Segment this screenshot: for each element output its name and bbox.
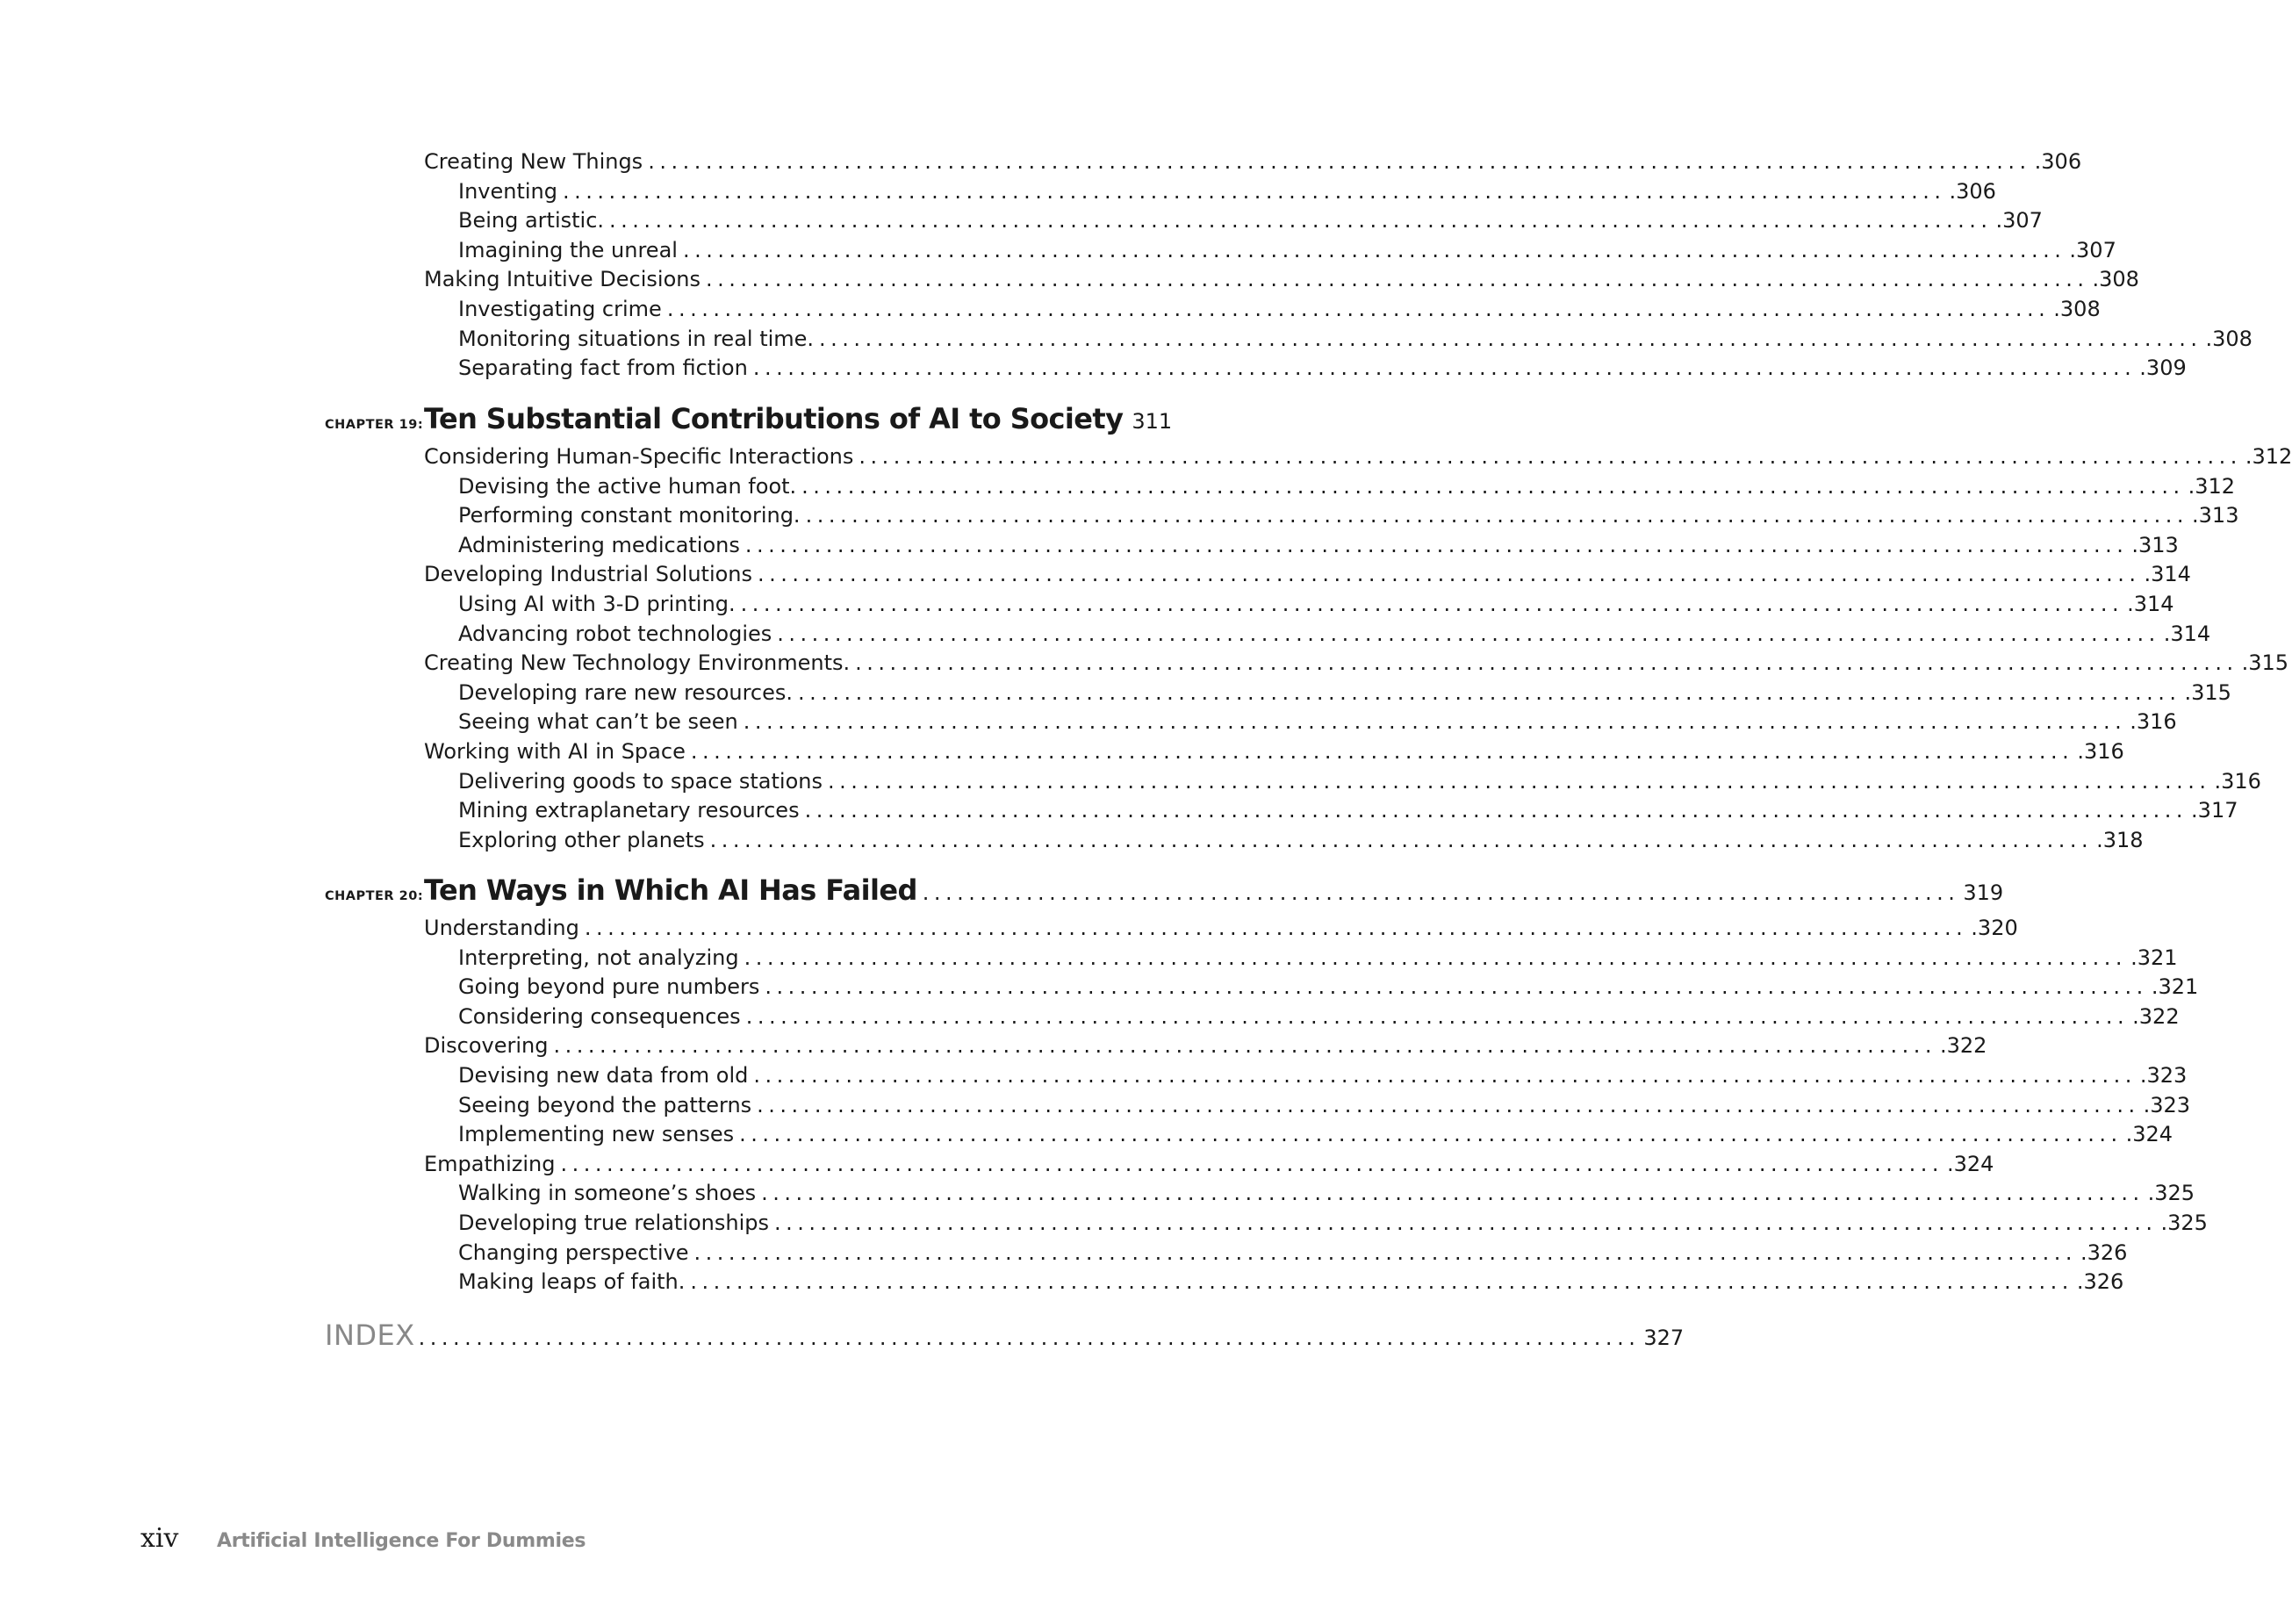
entry-title: Interpreting, not analyzing [458,945,739,970]
entry-title: Advancing robot technologies [458,621,772,646]
entry-title: Administering medications [458,532,740,557]
dot-leader: .......................................................................................... [922,880,1960,905]
chapter-heading-19[interactable] [325,402,1173,435]
dot-leader: ........................................................................................................................ [744,945,2128,970]
page-number: 311 [1132,409,1173,434]
dot-leader: ........................................................................................................................ [690,739,2074,764]
toc-entry[interactable] [458,1090,2191,1120]
page-number: .321 [2130,945,2178,970]
page-number: .306 [2034,149,2082,174]
toc-entry[interactable] [458,205,2043,235]
dot-leader: ........................................................................................................................ [855,650,2238,676]
entry-title: Mining extraplanetary resources [458,798,800,823]
toc-entry[interactable] [458,176,1996,206]
entry-title: Developing true relationships [458,1211,769,1235]
dot-leader: ........................................................................................................................ [827,768,2211,794]
dot-leader: ........................................................................................................................ [584,916,1968,940]
page-number: .312 [2245,444,2292,469]
page-number: 327 [1643,1326,1685,1350]
entry-title: Developing rare new resources. [458,679,794,705]
dot-leader: ........................................................................................................................ [648,149,2031,174]
page-number: .323 [2143,1092,2191,1117]
page-number: 319 [1963,880,2004,905]
toc-entry[interactable] [424,648,2289,678]
chapter-heading-20[interactable] [325,873,2004,907]
entry-title: Imagining the unreal [458,237,678,262]
entry-title: Delivering goods to space stations [458,768,823,794]
chapter-label: CHAPTER 20: [325,889,424,903]
page-number: .325 [2160,1211,2208,1235]
entry-title: Making Intuitive Decisions [424,267,701,292]
page-number: .308 [2053,297,2101,321]
dot-leader: ........................................................................................................................ [859,444,2242,469]
toc-entry[interactable] [458,795,2238,825]
page-number: .324 [2125,1122,2173,1147]
toc-entry[interactable] [458,589,2174,619]
toc-entry[interactable] [458,530,2179,560]
dot-leader: ........................................................................................................................ [690,1269,2073,1295]
page-number: .314 [2144,562,2191,587]
entry-title: Inventing [458,178,557,204]
dot-leader: ........................................................................................................................ [709,827,2094,852]
toc-entry[interactable] [424,147,2082,176]
page-number: .315 [2184,679,2231,705]
entry-title: Working with AI in Space [424,739,686,764]
page-number: .308 [2205,326,2252,351]
page-number: .313 [2131,532,2179,557]
entry-title: Exploring other planets [458,827,705,852]
toc-entry[interactable] [458,1238,2128,1268]
entry-title: Considering consequences [458,1003,741,1029]
entry-title: Seeing what can’t be seen [458,709,738,735]
toc-entry[interactable] [458,972,2199,1002]
dot-leader: ........................................................................................................................ [743,709,2127,735]
entry-title: Creating New Technology Environments. [424,650,851,676]
entry-title: Separating fact from fiction [458,356,748,381]
page-number: .326 [2076,1269,2124,1295]
chapter-title: Ten Substantial Contributions of AI to Society [424,402,1124,435]
folio-page-number: xiv [140,1523,179,1554]
entry-title: Going beyond pure numbers [458,974,760,1000]
dot-leader: ........................................................................................................................ [666,297,2051,321]
page-footer [140,1523,586,1554]
dot-leader: ........................................................................................................................ [682,237,2066,262]
page-number: .313 [2192,503,2239,528]
toc-entry[interactable] [458,619,2211,649]
dot-leader: ........................................................................................................................ [706,267,2089,292]
toc-entry[interactable] [458,1060,2188,1090]
page-number: .316 [2214,768,2261,794]
dot-leader: ........................................................................................................................ [752,356,2137,381]
dot-leader: ........................................................................................................................ [757,1092,2140,1117]
page-number: .318 [2096,827,2144,852]
toc-entry[interactable] [458,235,2116,265]
dot-leader: ........................................................................................................................ [693,1240,2077,1265]
entry-title: Creating New Things [424,149,643,174]
dot-leader: ........................................................................................................................ [609,208,1993,234]
entry-title: Understanding [424,916,579,940]
toc-entry[interactable] [424,264,2139,294]
entry-title: Considering Human-Specific Interactions [424,444,854,469]
toc-entry[interactable] [458,766,2261,796]
entry-title: Monitoring situations in real time. [458,326,815,351]
toc-entry[interactable] [458,1208,2208,1238]
entry-title: Discovering [424,1033,549,1059]
page-number: .315 [2241,650,2289,676]
page-number: .316 [2077,739,2124,764]
entry-title: Using AI with 3-D printing. [458,592,736,616]
toc-entry[interactable] [458,1002,2180,1031]
entry-title: Devising new data from old [458,1063,749,1088]
page-number: .309 [2139,356,2187,381]
dot-leader: ........................................................................................................................ [777,621,2160,646]
dot-leader: .......................................................................................................... [418,1326,1641,1350]
page-number: .307 [2069,237,2116,262]
toc-entry[interactable] [458,678,2231,708]
dot-leader: ........................................................................................................................ [761,1181,2145,1206]
toc-entry[interactable] [458,943,2178,973]
entry-title: Performing constant monitoring. [458,503,801,528]
page-number: .317 [2191,798,2238,823]
page-number: .312 [2188,473,2236,499]
toc-entry[interactable] [458,1178,2195,1208]
dot-leader: ........................................................................................................................ [740,592,2124,616]
toc-entry[interactable] [458,500,2239,530]
entry-title: Devising the active human foot. [458,473,797,499]
toc-entry[interactable] [458,353,2187,383]
dot-leader: ........................................................................................................................ [774,1211,2158,1235]
page-number: .314 [2127,592,2174,616]
index-entry[interactable] [325,1319,1685,1352]
page-number: .322 [2132,1003,2180,1029]
entry-title: Changing perspective [458,1240,689,1265]
entry-title: Investigating crime [458,297,662,321]
toc-entry[interactable] [458,471,2236,501]
running-book-title: Artificial Intelligence For Dummies [217,1530,586,1552]
page-number: .320 [1971,916,2018,940]
dot-leader: ........................................................................................................................ [753,1063,2137,1088]
toc-entry[interactable] [458,324,2252,354]
dot-leader: ........................................................................................................................ [553,1033,1936,1059]
entry-title: Walking in someone’s shoes [458,1181,757,1206]
page-number: .308 [2092,267,2139,292]
page-number: .321 [2151,974,2199,1000]
toc-entry[interactable] [458,294,2101,324]
page-number: .326 [2080,1240,2128,1265]
toc-entry[interactable] [424,1031,1987,1060]
dot-leader: ........................................................................................................................ [560,1151,1944,1176]
dot-leader: ........................................................................................................................ [804,798,2188,823]
page-number: .325 [2147,1181,2195,1206]
dot-leader: ........................................................................................................................ [758,562,2141,587]
entry-title: Making leaps of faith. [458,1269,686,1295]
toc-entry[interactable] [458,825,2144,855]
toc-entry[interactable] [424,737,2124,766]
toc-entry[interactable] [424,1149,1994,1179]
dot-leader: ........................................................................................................................ [765,974,2148,1000]
toc-entry[interactable] [458,1267,2124,1297]
dot-leader: ........................................................................................................................ [805,503,2189,528]
dot-leader: ........................................................................................................................ [739,1122,2123,1147]
index-title: INDEX [325,1319,415,1352]
entry-title: Seeing beyond the patterns [458,1092,752,1117]
page-number: .323 [2139,1063,2188,1088]
chapter-title: Ten Ways in Which AI Has Failed [424,873,917,907]
page-number: .314 [2163,621,2211,646]
dot-leader: ........................................................................................................................ [819,326,2202,351]
page-number: .322 [1939,1033,1987,1059]
entry-title: Being artistic. [458,208,605,234]
page-number: .316 [2130,709,2177,735]
dot-leader: ........................................................................................................................ [563,178,1946,204]
dot-leader: ........................................................................................................................ [801,473,2185,499]
entry-title: Empathizing [424,1151,556,1176]
page-number: .307 [1995,208,2043,234]
entry-title: Implementing new senses [458,1122,735,1147]
toc-entry[interactable] [424,913,2018,943]
dot-leader: ........................................................................................................................ [798,679,2181,705]
page-number: .324 [1946,1151,1994,1176]
page-number: .306 [1949,178,1996,204]
toc-entry[interactable] [424,559,2191,589]
dot-leader: ........................................................................................................................ [745,1003,2130,1029]
toc-entry[interactable] [458,707,2177,737]
dot-leader: ........................................................................................................................ [744,532,2129,557]
toc-entry[interactable] [424,442,2292,471]
chapter-label: CHAPTER 19: [325,418,424,432]
toc-entry[interactable] [458,1119,2173,1149]
entry-title: Developing Industrial Solutions [424,562,753,587]
